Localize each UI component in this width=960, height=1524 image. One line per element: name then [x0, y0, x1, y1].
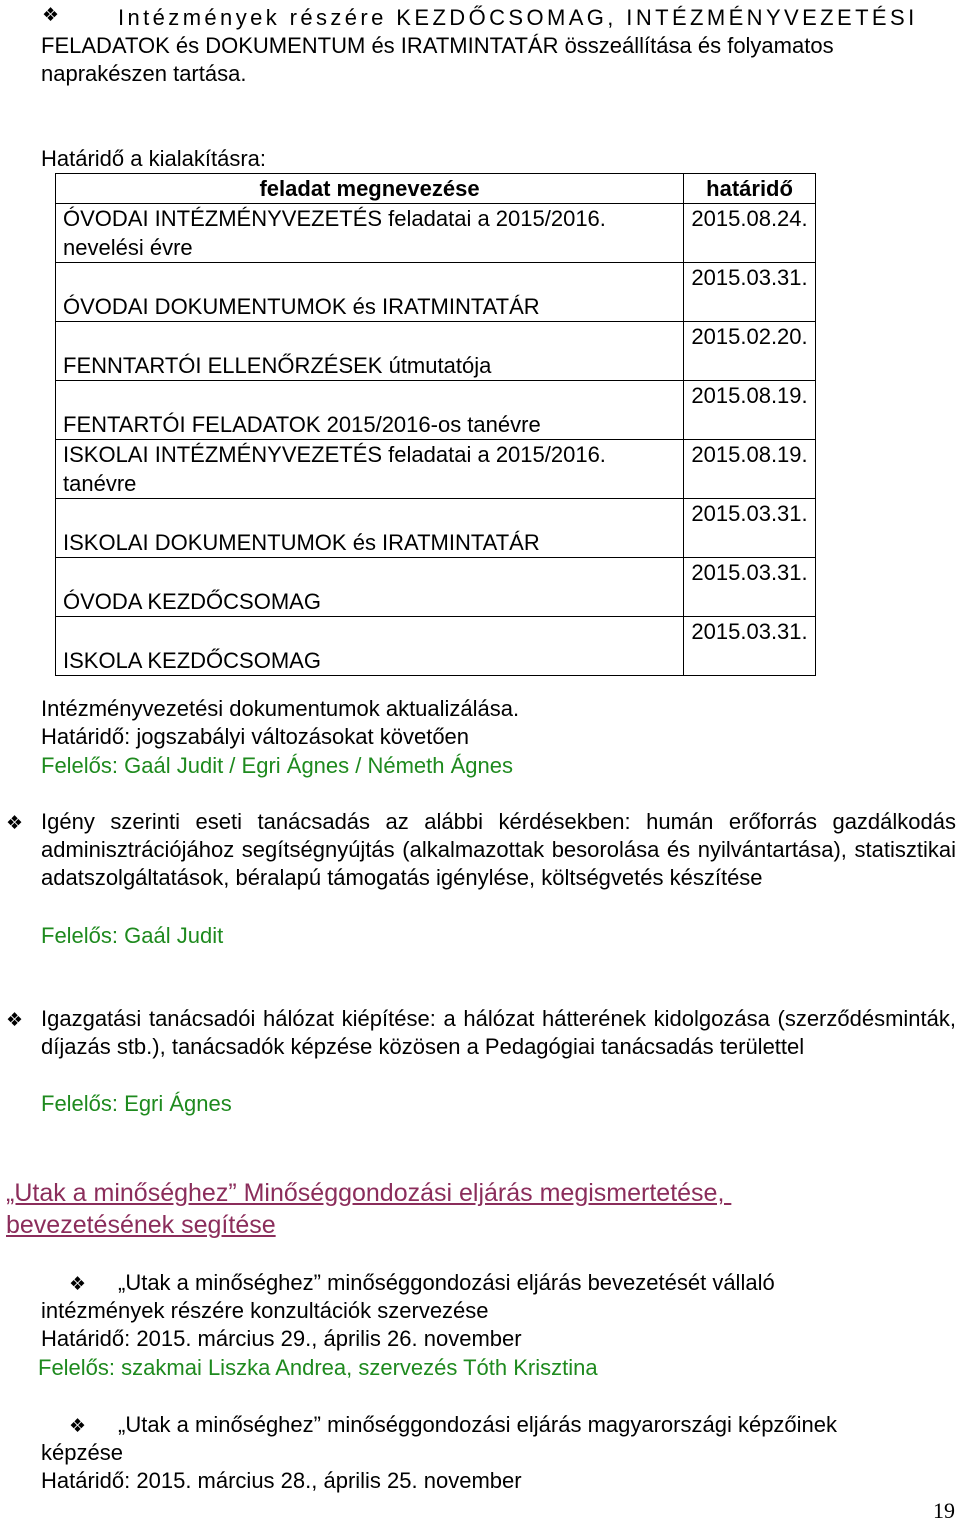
task-date: 2015.03.31. [684, 263, 816, 322]
header-task: feladat megnevezése [56, 174, 684, 204]
task-name [56, 499, 684, 558]
task-date: 2015.03.31. [684, 617, 816, 676]
table-row [56, 440, 816, 499]
section4-text-line1: „Utak a minőséghez” minőséggondozási eljárás bevezetését vállaló [118, 1270, 775, 1295]
task-date: 2015.03.31. [684, 558, 816, 617]
section4-text-line2: intézmények részére konzultációk szervezése [41, 1298, 489, 1323]
task-date: 2015.08.19. [684, 381, 816, 440]
task-date: 2015.08.19. [684, 440, 816, 499]
deadline-table [55, 173, 816, 676]
deadline-line: Határidő: jogszabályi változásokat követően [41, 724, 470, 749]
diamond-bullet-icon: ❖ [69, 1415, 87, 1437]
diamond-bullet-icon: ❖ [69, 1273, 87, 1295]
section4-responsible: Felelős: szakmai Liszka Andrea, szervezés Tóth Krisztina [38, 1355, 598, 1380]
table-header-row [56, 174, 816, 204]
section5-deadline: Határidő: 2015. március 28., április 25. november [41, 1468, 522, 1493]
section3-responsible: Felelős: Egri Ágnes [41, 1091, 232, 1116]
section5-text-line1: „Utak a minőséghez” minőséggondozási eljárás magyarországi képzőinek [118, 1412, 838, 1437]
section-heading-line2: bevezetésének segítése [6, 1211, 276, 1239]
header-deadline: határidő [684, 174, 816, 204]
task-date: 2015.03.31. [684, 499, 816, 558]
task-name-text: FENNTARTÓI ELLENŐRZÉSEK útmutatója [63, 353, 492, 378]
table-row [56, 204, 816, 263]
table-row [56, 617, 816, 676]
task-name-text: ÓVODAI DOKUMENTUMOK és IRATMINTATÁR [63, 294, 540, 319]
table-row [56, 381, 816, 440]
table-row [56, 263, 816, 322]
section5-text-line2: képzése [41, 1440, 123, 1465]
task-name [56, 263, 684, 322]
update-line: Intézményvezetési dokumentumok aktualizálása. [41, 696, 520, 721]
section2-text: Igény szerinti eseti tanácsadás az alábbi kérdésekben: humán erőforrás gazdálkodás adminisztrációjához segítségnyújtás (alkalmazottak besorolása és nyilvántartása), statisztikai adatszolgáltatások, béralapú támogatás igénylése, költségvetés készítése [41, 809, 956, 890]
task-name [56, 617, 684, 676]
responsible-line: Felelős: Gaál Judit / Egri Ágnes / Németh Ágnes [41, 753, 514, 778]
task-name-text: FENTARTÓI FELADATOK 2015/2016-os tanévre [63, 412, 541, 437]
table-row [56, 322, 816, 381]
section4-deadline: Határidő: 2015. március 29., április 26. november [41, 1326, 522, 1351]
table-row [56, 558, 816, 617]
task-date: 2015.02.20. [684, 322, 816, 381]
task-name [56, 381, 684, 440]
diamond-bullet-icon: ❖ [6, 1009, 24, 1031]
task-name: ÓVODAI INTÉZMÉNYVEZETÉS feladatai a 2015/2016. nevelési évre [56, 204, 684, 263]
page-number: 19 [933, 1498, 955, 1523]
section1-title-line1: Intézmények részére KEZDŐCSOMAG, INTÉZMÉNYVEZETÉSI [118, 5, 918, 30]
section-heading-line1: „Utak a minőséghez” Minőséggondozási eljárás megismertetése, [6, 1179, 732, 1207]
table-row [56, 499, 816, 558]
task-name-text: ÓVODA KEZDŐCSOMAG [63, 589, 321, 614]
task-name: ISKOLAI INTÉZMÉNYVEZETÉS feladatai a 2015/2016. tanévre [56, 440, 684, 499]
diamond-bullet-icon: ❖ [6, 812, 24, 834]
section1-title-rest: FELADATOK és DOKUMENTUM és IRATMINTATÁR összeállítása és folyamatos naprakészen tartása. [41, 33, 834, 86]
deadline-intro: Határidő a kialakításra: [41, 146, 266, 171]
task-date: 2015.08.24. [684, 204, 816, 263]
task-name-text: ISKOLAI DOKUMENTUMOK és IRATMINTATÁR [63, 530, 540, 555]
diamond-bullet-icon: ❖ [42, 4, 60, 26]
section3-text: Igazgatási tanácsadói hálózat kiépítése: a hálózat hátterének kidolgozása (szerződésminták, díjazás stb.), tanácsadók képzése közösen a Pedagógiai tanácsadás területtel [41, 1006, 956, 1059]
task-name-text: ISKOLA KEZDŐCSOMAG [63, 648, 321, 673]
task-name [56, 558, 684, 617]
section2-responsible: Felelős: Gaál Judit [41, 923, 224, 948]
task-name [56, 322, 684, 381]
